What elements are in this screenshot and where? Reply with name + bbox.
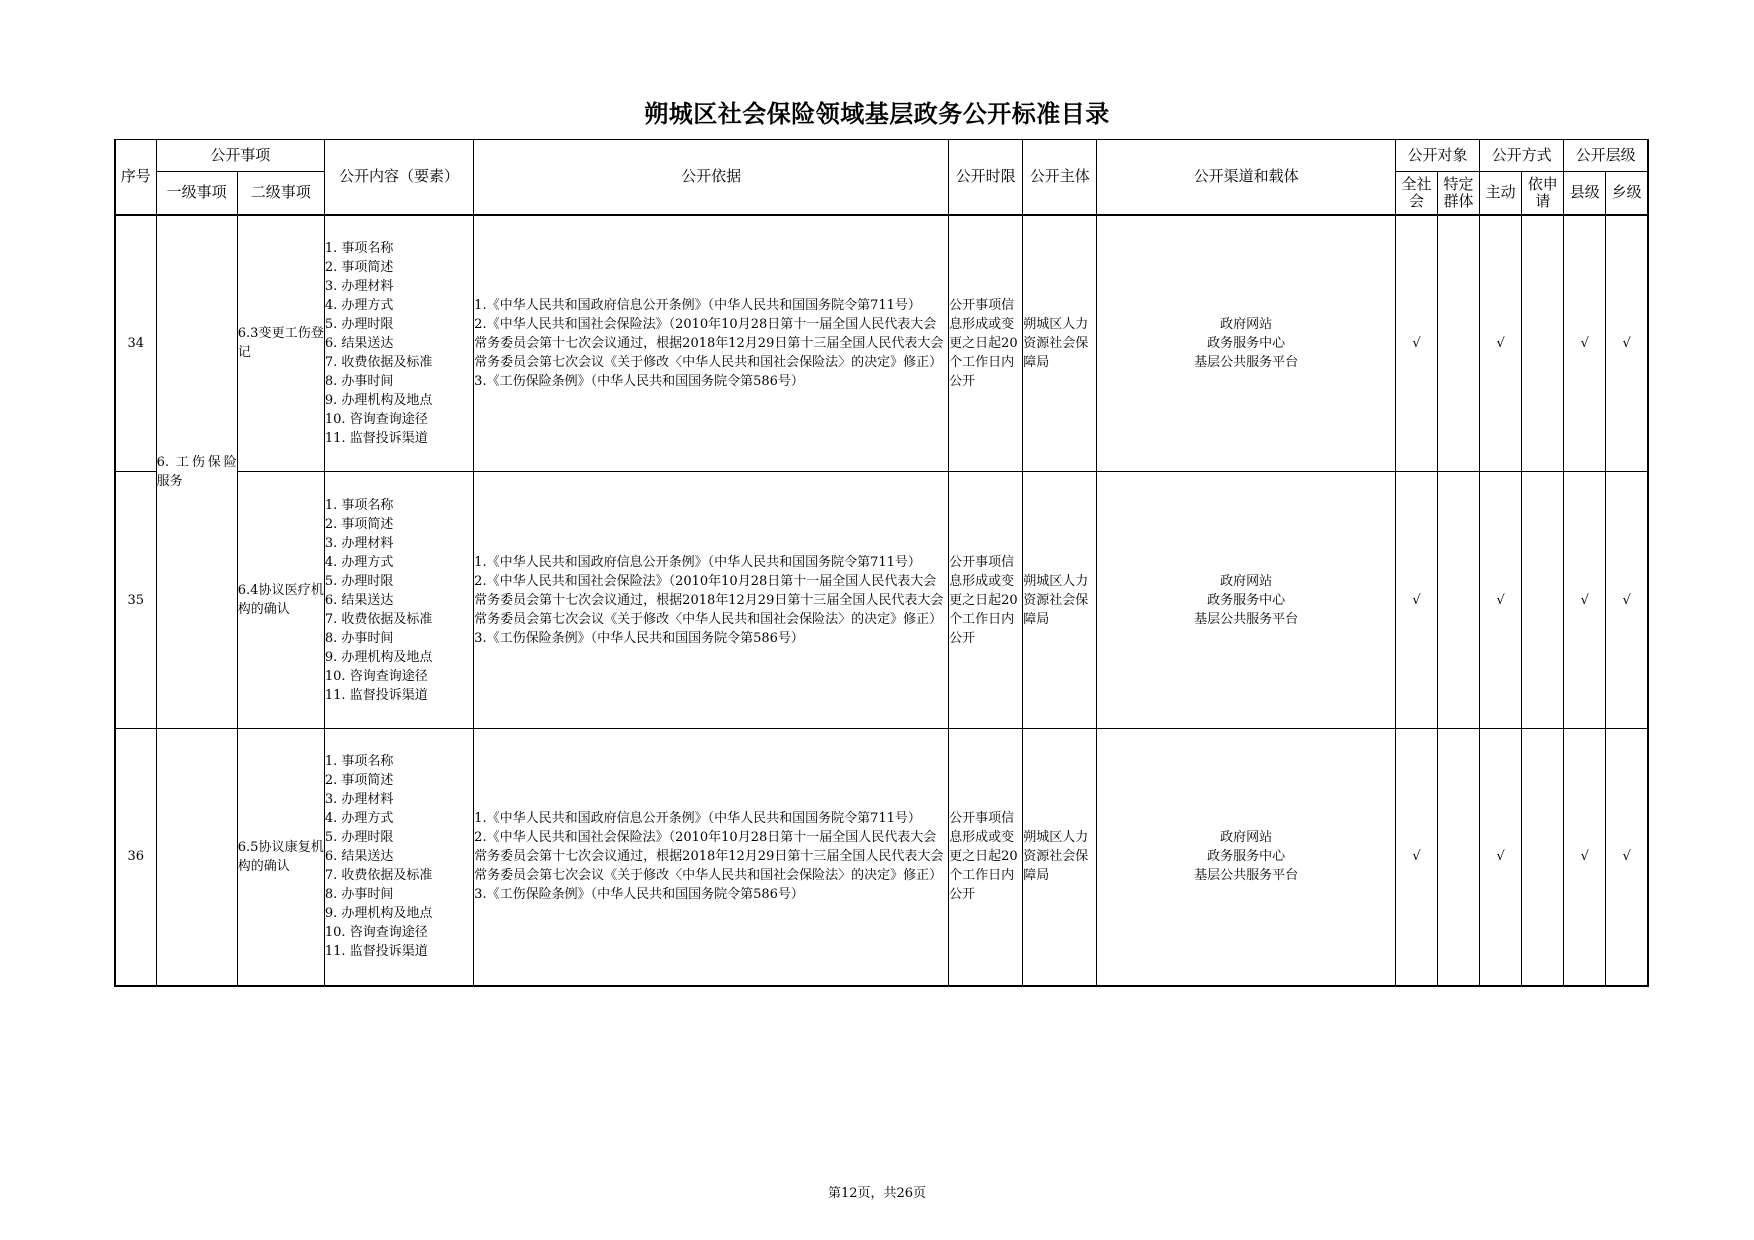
row-content: 1. 事项名称 2. 事项简述 3. 办理材料 4. 办理方式 5. 办理时限 6. 结果送达 7. 收费依据及标准 8. 办事时间 9. 办理机构及地点 10. 咨询查询途径 11. 监督投诉渠道 [324,472,473,729]
mark-all: √ [1395,215,1437,472]
mark-group [1438,729,1480,986]
header-basis: 公开依据 [474,140,949,215]
row-index: 35 [115,472,156,729]
header-target-group: 特定群体 [1438,172,1480,215]
basis-line: 2.《中华人民共和国社会保险法》（2010年10月28日第十一届全国人民代表大会常务委员会第十七次会议通过，根据2018年12月29日第十三届全国人民代表大会常务委员会第七次会议《关于修改〈中华人民共和国社会保险法〉的决定》修正） [474,573,944,627]
basis-line: 3.《工伤保险条例》（中华人民共和国国务院令第586号） [474,887,804,903]
page-footer: 第12页，共26页 [827,1186,927,1201]
header-channel: 公开渠道和载体 [1097,140,1396,215]
row-time: 公开事项信息形成或变更之日起20个工作日内公开 [949,729,1023,986]
row-basis [474,215,949,472]
mark-all: √ [1395,472,1437,729]
row-level2: 6.3变更工伤登记 [237,215,324,472]
mark-group [1438,215,1480,472]
mark-active: √ [1480,729,1522,986]
header-level2: 二级事项 [237,172,324,215]
row-time: 公开事项信息形成或变更之日起20个工作日内公开 [949,472,1023,729]
mark-request [1522,729,1564,986]
table-row [115,472,1648,729]
header-content: 公开内容（要素） [324,140,473,215]
row-basis [474,472,949,729]
row-basis [474,729,949,986]
basis-line: 2.《中华人民共和国社会保险法》（2010年10月28日第十一届全国人民代表大会常务委员会第十七次会议通过，根据2018年12月29日第十三届全国人民代表大会常务委员会第七次会议《关于修改〈中华人民共和国社会保险法〉的决定》修正） [474,830,944,884]
row-channel: 政府网站 政务服务中心 基层公共服务平台 [1097,215,1396,472]
header-level1: 一级事项 [156,172,237,215]
mark-county: √ [1564,215,1606,472]
mark-request [1522,215,1564,472]
header-level-county: 县级 [1564,172,1606,215]
mark-county: √ [1564,472,1606,729]
mark-all: √ [1395,729,1437,986]
catalog-table [114,139,1649,987]
row-content: 1. 事项名称 2. 事项简述 3. 办理材料 4. 办理方式 5. 办理时限 6. 结果送达 7. 收费依据及标准 8. 办事时间 9. 办理机构及地点 10. 咨询查询途径 11. 监督投诉渠道 [324,215,473,472]
row-level1: 6. 工伤保险服务 [156,215,237,729]
row-channel: 政府网站 政务服务中心 基层公共服务平台 [1097,729,1396,986]
row-index: 34 [115,215,156,472]
row-subject: 朔城区人力资源社会保障局 [1023,215,1097,472]
mark-town: √ [1606,472,1648,729]
row-level2: 6.4协议医疗机构的确认 [237,472,324,729]
row-content: 1. 事项名称 2. 事项简述 3. 办理材料 4. 办理方式 5. 办理时限 6. 结果送达 7. 收费依据及标准 8. 办事时间 9. 办理机构及地点 10. 咨询查询途径 11. 监督投诉渠道 [324,729,473,986]
table-row [115,729,1648,986]
header-level: 公开层级 [1564,140,1648,172]
row-time: 公开事项信息形成或变更之日起20个工作日内公开 [949,215,1023,472]
table-row [115,215,1648,472]
header-target: 公开对象 [1395,140,1479,172]
mark-request [1522,472,1564,729]
row-subject: 朔城区人力资源社会保障局 [1023,472,1097,729]
mark-town: √ [1606,215,1648,472]
header-mode: 公开方式 [1480,140,1564,172]
header-target-all: 全社会 [1395,172,1437,215]
header-matter: 公开事项 [156,140,324,172]
header-subject: 公开主体 [1023,140,1097,215]
basis-line: 1.《中华人民共和国政府信息公开条例》（中华人民共和国国务院令第711号） [474,554,921,570]
basis-line: 2.《中华人民共和国社会保险法》（2010年10月28日第十一届全国人民代表大会常务委员会第十七次会议通过，根据2018年12月29日第十三届全国人民代表大会常务委员会第七次会议《关于修改〈中华人民共和国社会保险法〉的决定》修正） [474,316,944,370]
row-index: 36 [115,729,156,986]
mark-town: √ [1606,729,1648,986]
basis-line: 1.《中华人民共和国政府信息公开条例》（中华人民共和国国务院令第711号） [474,811,921,827]
header-mode-request: 依申请 [1522,172,1564,215]
header-mode-active: 主动 [1480,172,1522,215]
basis-line: 3.《工伤保险条例》（中华人民共和国国务院令第586号） [474,373,804,389]
header-level-town: 乡级 [1606,172,1648,215]
mark-active: √ [1480,215,1522,472]
mark-group [1438,472,1480,729]
mark-active: √ [1480,472,1522,729]
row-channel: 政府网站 政务服务中心 基层公共服务平台 [1097,472,1396,729]
basis-line: 3.《工伤保险条例》（中华人民共和国国务院令第586号） [474,630,804,646]
mark-county: √ [1564,729,1606,986]
page-title: 朔城区社会保险领域基层政务公开标准目录 [644,99,1110,128]
row-level2: 6.5协议康复机构的确认 [237,729,324,986]
basis-line: 1.《中华人民共和国政府信息公开条例》（中华人民共和国国务院令第711号） [474,297,921,313]
header-index: 序号 [115,140,156,215]
header-time: 公开时限 [949,140,1023,215]
row-level1 [156,729,237,986]
row-subject: 朔城区人力资源社会保障局 [1023,729,1097,986]
